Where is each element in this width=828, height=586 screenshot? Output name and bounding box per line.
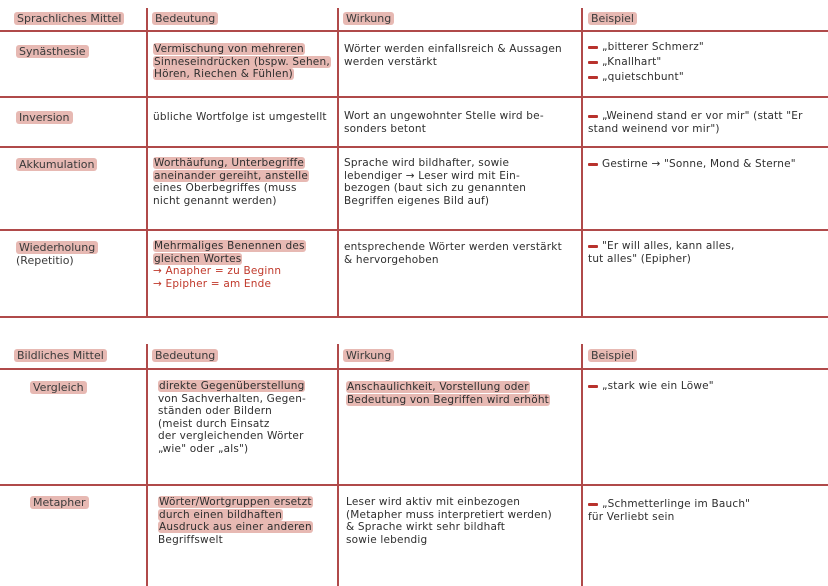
beispiel-cell: „bitterer Schmerz" „Knallhart" „quietschbunt" bbox=[588, 40, 704, 85]
rule-h bbox=[0, 146, 828, 148]
rule-h bbox=[0, 316, 828, 318]
header-sprachliches-mittel: Sprachliches Mittel bbox=[14, 12, 124, 26]
header-bildliches-mittel: Bildliches Mittel bbox=[14, 349, 107, 363]
rule-h bbox=[0, 96, 828, 98]
bedeutung-cell: Mehrmaliges Benennen des gleichen Wortes → Anapher = zu Beginn → Epipher = am Ende bbox=[153, 240, 305, 290]
term-wiederholung: Wiederholung (Repetitio) bbox=[16, 241, 98, 267]
beispiel-cell: „stark wie ein Löwe" bbox=[588, 380, 714, 393]
rule-h bbox=[0, 368, 828, 370]
rule-v bbox=[337, 344, 339, 586]
header-beispiel: Beispiel bbox=[588, 12, 637, 26]
wirkung-cell: Wörter werden einfallsreich & Aussagen werden verstärkt bbox=[344, 43, 562, 68]
bedeutung-cell: direkte Gegenüberstellung von Sachverhalten, Gegen- ständen oder Bildern (meist durch Einsatz der vergleichenden Wörter „wie" oder „als") bbox=[158, 380, 307, 455]
rule-v bbox=[581, 8, 583, 316]
header-wirkung: Wirkung bbox=[343, 12, 394, 26]
header-beispiel: Beispiel bbox=[588, 349, 637, 363]
rule-v bbox=[337, 8, 339, 316]
header-bedeutung: Bedeutung bbox=[152, 12, 218, 26]
term-subtitle: (Repetitio) bbox=[16, 254, 74, 267]
wirkung-cell: Sprache wird bildhafter, sowie lebendiger → Leser wird mit Ein- bezogen (baut sich zu genannten Begriffen eigenes Bild auf) bbox=[344, 157, 527, 207]
bullet-dash-icon bbox=[588, 61, 598, 64]
bedeutung-cell: übliche Wortfolge ist umgestellt bbox=[153, 111, 327, 123]
header-bedeutung: Bedeutung bbox=[152, 349, 218, 363]
beispiel-cell: „Weinend stand er vor mir" (statt "Er stand weinend vor mir") bbox=[588, 110, 803, 135]
rule-v bbox=[146, 344, 148, 586]
bullet-dash-icon bbox=[588, 163, 598, 166]
term-vergleich: Vergleich bbox=[30, 381, 87, 394]
rule-v bbox=[146, 8, 148, 316]
rule-h bbox=[0, 30, 828, 32]
bullet-dash-icon bbox=[588, 115, 598, 118]
bullet-dash-icon bbox=[588, 503, 598, 506]
rule-v bbox=[581, 344, 583, 586]
beispiel-cell: "Er will alles, kann alles, tut alles" (Epipher) bbox=[588, 240, 735, 265]
term-inversion: Inversion bbox=[16, 111, 73, 124]
wirkung-cell: Anschaulichkeit, Vorstellung oder Bedeutung von Begriffen wird erhöht bbox=[347, 381, 549, 406]
wirkung-cell: entsprechende Wörter werden verstärkt & hervorgehoben bbox=[344, 241, 562, 266]
wirkung-cell: Wort an ungewohnter Stelle wird be- sonders betont bbox=[344, 110, 544, 135]
bedeutung-cell: Vermischung von mehreren Sinneseindrücken (bspw. Sehen, Hören, Riechen & Fühlen) bbox=[154, 43, 330, 80]
bullet-dash-icon bbox=[588, 385, 598, 388]
term-synaesthesie: Synästhesie bbox=[16, 45, 89, 58]
bedeutung-cell: Wörter/Wortgruppen ersetzt durch einen bildhaften Ausdruck aus einer anderen Begriffswelt bbox=[158, 496, 312, 546]
term-metapher: Metapher bbox=[30, 496, 89, 509]
wirkung-cell: Leser wird aktiv mit einbezogen (Metapher muss interpretiert werden) & Sprache wirkt sehr bildhaft sowie lebendig bbox=[346, 496, 552, 546]
beispiel-cell: „Schmetterlinge im Bauch" für Verliebt sein bbox=[588, 498, 751, 523]
bullet-dash-icon bbox=[588, 245, 598, 248]
beispiel-cell: Gestirne → "Sonne, Mond & Sterne" bbox=[588, 158, 796, 171]
rule-h bbox=[0, 229, 828, 231]
bullet-dash-icon bbox=[588, 76, 598, 79]
term-akkumulation: Akkumulation bbox=[16, 158, 97, 171]
header-wirkung: Wirkung bbox=[343, 349, 394, 363]
rule-h bbox=[0, 484, 828, 486]
bullet-dash-icon bbox=[588, 46, 598, 49]
bedeutung-cell: Worthäufung, Unterbegriffe aneinander gereiht, anstelle eines Oberbegriffes (muss nicht genannt werden) bbox=[153, 157, 309, 207]
